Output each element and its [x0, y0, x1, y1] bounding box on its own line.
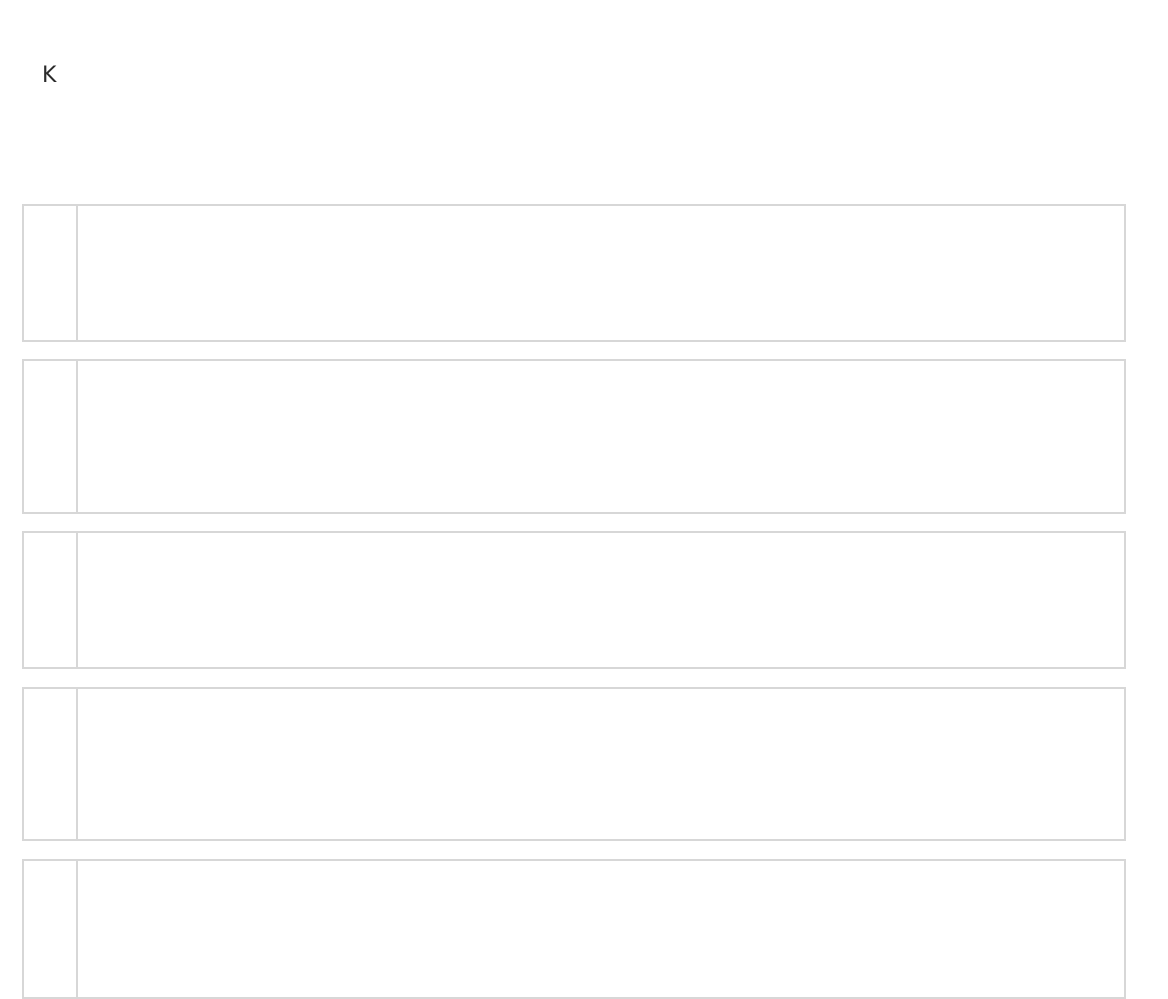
answer-option-a[interactable]: [22, 204, 1126, 342]
answer-option-e[interactable]: [22, 859, 1126, 999]
formula: [24, 533, 1124, 667]
answer-option-c[interactable]: [22, 531, 1126, 669]
answer-option-b[interactable]: [22, 359, 1126, 514]
question-line-2: [26, 56, 1156, 94]
exponent-subscript: [56, 62, 82, 82]
formula: [24, 689, 1124, 839]
formula: [24, 361, 1124, 512]
production-function: K: [42, 63, 57, 88]
question-line-1: [26, 18, 1156, 56]
answer-option-d[interactable]: [22, 687, 1126, 841]
question-text: [26, 18, 1156, 94]
formula: [24, 206, 1124, 340]
formula: [24, 861, 1124, 997]
